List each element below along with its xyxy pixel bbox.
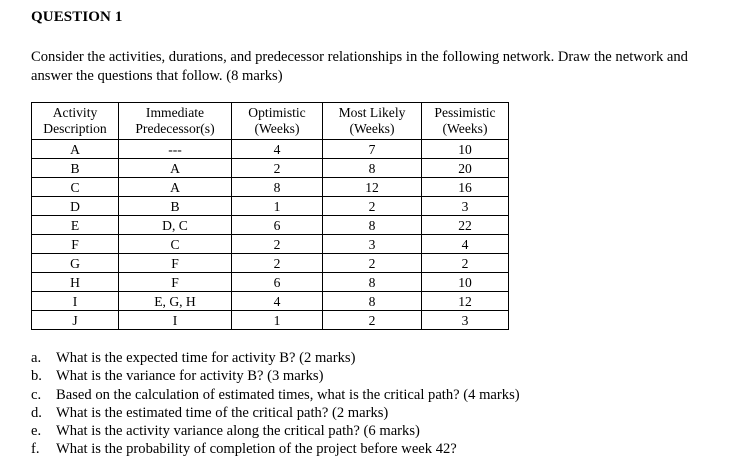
cell-pessimistic: 12 [422, 292, 509, 311]
question-list [31, 349, 520, 459]
cell-predecessors: D, C [119, 216, 232, 235]
header-activity-line1: Activity [52, 105, 98, 120]
cell-predecessors: C [119, 235, 232, 254]
table-row [32, 235, 509, 254]
list-item [31, 404, 520, 422]
cell-pessimistic: 2 [422, 254, 509, 273]
cell-predecessors: E, G, H [119, 292, 232, 311]
cell-optimistic: 2 [232, 159, 323, 178]
cell-activity: F [32, 235, 119, 254]
cell-optimistic: 2 [232, 254, 323, 273]
cell-optimistic: 8 [232, 178, 323, 197]
question-text: What is the estimated time of the critical path? (2 marks) [56, 404, 389, 421]
cell-most-likely: 3 [323, 235, 422, 254]
header-predecessors-line2: Predecessor(s) [135, 121, 215, 136]
list-item [31, 386, 520, 404]
cell-predecessors: F [119, 273, 232, 292]
list-item [31, 422, 520, 440]
question-label: d. [31, 404, 42, 421]
cell-activity: D [32, 197, 119, 216]
table-row [32, 140, 509, 159]
cell-pessimistic: 10 [422, 273, 509, 292]
cell-pessimistic: 22 [422, 216, 509, 235]
question-label: f. [31, 441, 40, 458]
header-optimistic-line1: Optimistic [248, 105, 306, 120]
cell-activity: G [32, 254, 119, 273]
cell-activity: A [32, 140, 119, 159]
question-label: e. [31, 423, 42, 440]
cell-most-likely: 8 [323, 292, 422, 311]
cell-pessimistic: 3 [422, 311, 509, 330]
cell-predecessors: F [119, 254, 232, 273]
cell-optimistic: 6 [232, 216, 323, 235]
cell-most-likely: 8 [323, 159, 422, 178]
header-optimistic-line2: (Weeks) [254, 121, 300, 136]
cell-most-likely: 8 [323, 216, 422, 235]
cell-most-likely: 2 [323, 311, 422, 330]
question-text: What is the expected time for activity B? (2 marks) [56, 350, 356, 366]
question-text: Based on the calculation of estimated times, what is the critical path? (4 marks) [56, 386, 520, 403]
cell-optimistic: 2 [232, 235, 323, 254]
cell-pessimistic: 20 [422, 159, 509, 178]
cell-predecessors: B [119, 197, 232, 216]
activity-table [31, 102, 509, 330]
cell-predecessors: --- [119, 140, 232, 159]
cell-optimistic: 4 [232, 140, 323, 159]
question-text: What is the probability of completion of the project before week 42? [56, 441, 457, 458]
table-row [32, 159, 509, 178]
cell-activity: J [32, 311, 119, 330]
cell-predecessors: A [119, 159, 232, 178]
cell-pessimistic: 16 [422, 178, 509, 197]
question-label: b. [31, 368, 42, 385]
question-text: What is the activity variance along the critical path? (6 marks) [56, 423, 420, 440]
header-pessimistic-line1: Pessimistic [434, 105, 496, 120]
cell-optimistic: 6 [232, 273, 323, 292]
header-optimistic [232, 103, 323, 140]
question-title: QUESTION 1 [31, 9, 123, 25]
header-predecessors [119, 103, 232, 140]
cell-pessimistic: 4 [422, 235, 509, 254]
question-label: a. [31, 350, 42, 366]
cell-activity: E [32, 216, 119, 235]
cell-activity: C [32, 178, 119, 197]
header-predecessors-line1: Immediate [145, 105, 205, 120]
cell-predecessors: I [119, 311, 232, 330]
cell-optimistic: 4 [232, 292, 323, 311]
cell-optimistic: 1 [232, 311, 323, 330]
cell-pessimistic: 10 [422, 140, 509, 159]
cell-optimistic: 1 [232, 197, 323, 216]
list-item [31, 367, 520, 385]
cell-most-likely: 7 [323, 140, 422, 159]
header-activity [32, 103, 119, 140]
question-text: What is the variance for activity B? (3 marks) [56, 368, 324, 385]
header-most-likely-line1: Most Likely [338, 105, 406, 120]
cell-most-likely: 2 [323, 197, 422, 216]
header-pessimistic-line2: (Weeks) [442, 121, 488, 136]
list-item [31, 440, 520, 458]
table-row [32, 197, 509, 216]
question-label: c. [31, 386, 42, 403]
list-item [31, 349, 520, 367]
header-most-likely-line2: (Weeks) [349, 121, 395, 136]
table-row [32, 292, 509, 311]
header-most-likely [323, 103, 422, 140]
cell-most-likely: 2 [323, 254, 422, 273]
header-pessimistic [422, 103, 509, 140]
table-row [32, 311, 509, 330]
cell-activity: I [32, 292, 119, 311]
cell-pessimistic: 3 [422, 197, 509, 216]
cell-activity: B [32, 159, 119, 178]
table-row [32, 216, 509, 235]
table-row [32, 273, 509, 292]
header-activity-line2: Description [43, 121, 107, 136]
cell-activity: H [32, 273, 119, 292]
table-header-row [32, 103, 509, 140]
table-row [32, 254, 509, 273]
cell-predecessors: A [119, 178, 232, 197]
intro-paragraph: Consider the activities, durations, and predecessor relationships in the following network. Draw the network and answer the questions that follow. (8 marks) [31, 49, 688, 84]
cell-most-likely: 12 [323, 178, 422, 197]
cell-most-likely: 8 [323, 273, 422, 292]
table-row [32, 178, 509, 197]
